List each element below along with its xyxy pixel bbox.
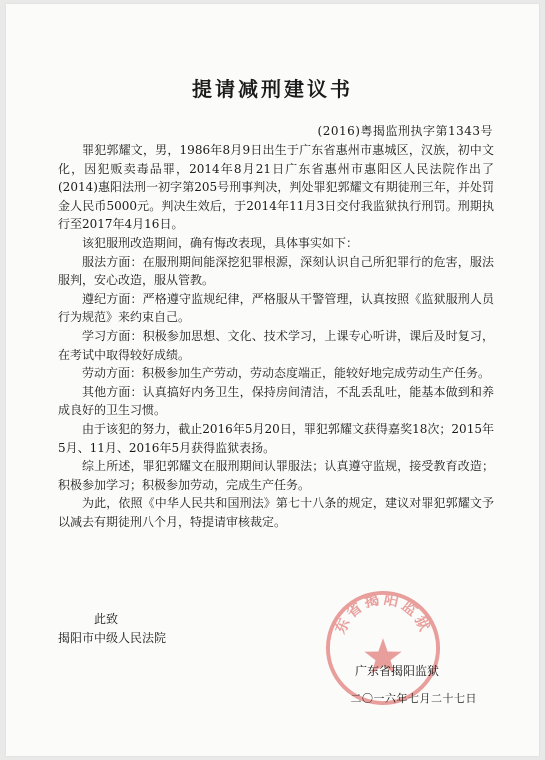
recipient-court: 揭阳市中级人民法院 <box>58 631 167 645</box>
paragraph-labor: 劳动方面：积极参加生产劳动，劳动态度端正，能较好地完成劳动生产任务。 <box>82 366 491 381</box>
paragraph-awards: 由于该犯的努力，截止2016年5月20日，罪犯郭耀文获得嘉奖18次；2015年5月、11月、2016年5月获得监狱表扬。 <box>58 421 494 455</box>
paragraph-summary: 综上所述，罪犯郭耀文在服刑期间认罪服法；认真遵守监规，接受教育改造；积极参加学习；积极参加劳动，完成生产任务。 <box>58 459 494 492</box>
paragraph-discipline: 遵纪方面：严格遵守监规纪律，严格服从干警管理，认真按照《监狱服刑人员行为规范》来约束自己。 <box>58 291 494 325</box>
document-body <box>58 141 494 531</box>
paragraph-law-abiding: 服法方面：在服刑期间能深挖犯罪根源，深刻认识自己所犯罪行的危害，服法服判，安心改造，服从管教。 <box>58 254 494 288</box>
closing-block <box>58 610 166 648</box>
closing-salutation: 此致 <box>94 612 119 626</box>
issuing-authority: 广东省揭阳监狱 <box>354 664 439 678</box>
seal-text: 东省揭阳监狱 <box>331 590 435 637</box>
document-number: (2016)粤揭监刑执字第1343号 <box>317 124 493 138</box>
paragraph-criminal-info: 罪犯郭耀文，男，1986年8月9日出生于广东省惠州市惠城区，汉族，初中文化，因犯贩卖毒品罪，2014年8月21日广东省惠州市惠阳区人民法院作出了(2014)惠阳法刑一初字第205号刑事判决，判处罪犯郭耀文有期徒刑三年，并处罚金人民币5000元。判决生效后，于2014年11月3日交付我监狱执行刑罚。刑期执行至2017年4月16日。 <box>58 143 494 232</box>
svg-text:东省揭阳监狱 <box>331 590 434 637</box>
paragraph-other: 其他方面：认真搞好内务卫生，保持房间清洁，不乱丢乱吐，能基本做到和养成良好的卫生习惯。 <box>58 384 494 418</box>
paragraph-recommendation: 为此，依照《中华人民共和国刑法》第七十八条的规定，建议对罪犯郭耀文予以减去有期徒刑八个月，特提请审核裁定。 <box>58 496 494 529</box>
document-title: 提请减刑建议书 <box>192 77 353 101</box>
document-page <box>6 4 539 756</box>
paragraph-study: 学习方面：积极参加思想、文化、技术学习，上课专心听讲，课后及时复习，在考试中取得较好成绩。 <box>58 328 494 362</box>
paragraph-intro: 该犯服刑改造期间，确有悔改表现，具体事实如下： <box>82 235 359 250</box>
issue-date: 二〇一六年七月二十七日 <box>350 692 477 705</box>
